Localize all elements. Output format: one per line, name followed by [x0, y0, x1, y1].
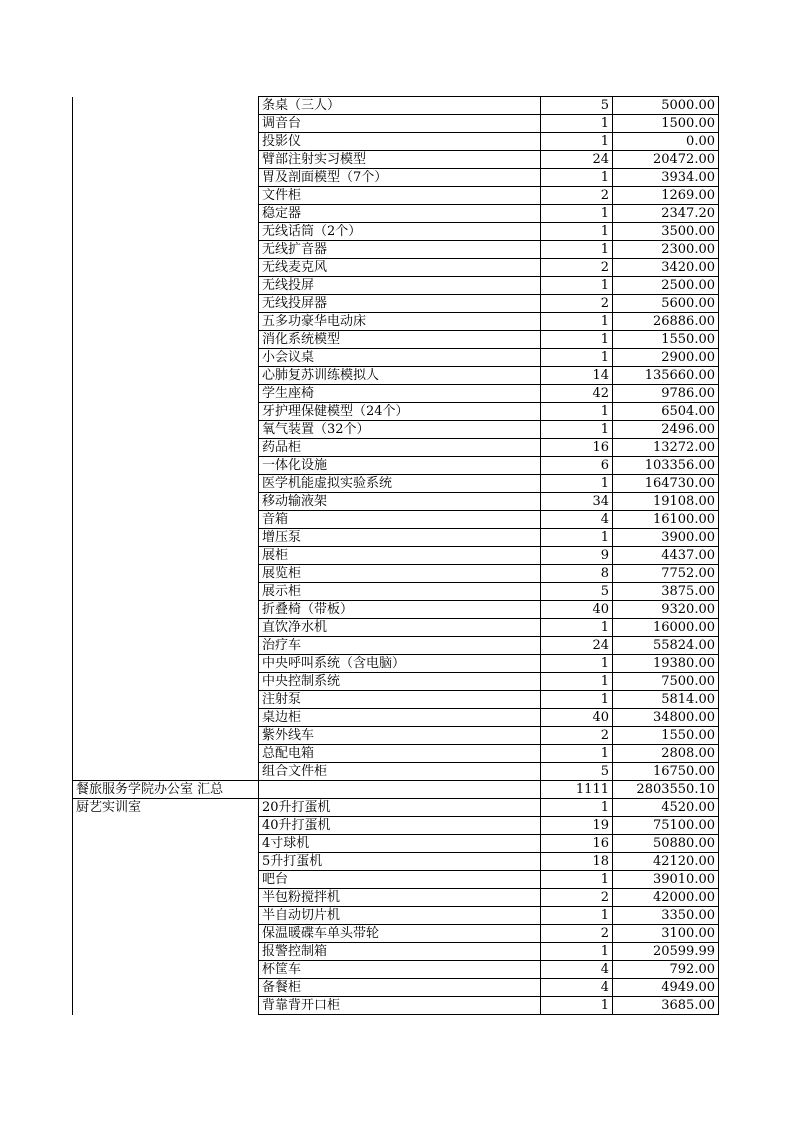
department-cell — [73, 241, 259, 259]
table-row — [73, 817, 719, 835]
quantity-cell: 2 — [541, 295, 613, 313]
table-row — [73, 403, 719, 421]
item-name-cell: 消化系统模型 — [259, 331, 541, 349]
amount-cell: 164730.00 — [613, 475, 719, 493]
item-name-cell: 4寸球机 — [259, 835, 541, 853]
department-cell — [73, 835, 259, 853]
amount-cell: 5600.00 — [613, 295, 719, 313]
quantity-cell: 4 — [541, 961, 613, 979]
item-name-cell: 药品柜 — [259, 439, 541, 457]
quantity-cell: 14 — [541, 367, 613, 385]
quantity-cell: 40 — [541, 601, 613, 619]
quantity-cell: 1 — [541, 421, 613, 439]
amount-cell: 3100.00 — [613, 925, 719, 943]
department-cell — [73, 223, 259, 241]
item-name-cell: 无线投屏 — [259, 277, 541, 295]
amount-cell: 3350.00 — [613, 907, 719, 925]
item-name-cell: 展示柜 — [259, 583, 541, 601]
table-row — [73, 385, 719, 403]
department-cell — [73, 907, 259, 925]
table-row — [73, 115, 719, 133]
department-cell — [73, 727, 259, 745]
department-cell — [73, 745, 259, 763]
table-row — [73, 781, 719, 799]
department-cell: 厨艺实训室 — [73, 799, 259, 817]
table-row — [73, 367, 719, 385]
item-name-cell: 总配电箱 — [259, 745, 541, 763]
table-row — [73, 331, 719, 349]
item-name-cell: 注射泵 — [259, 691, 541, 709]
table-row — [73, 439, 719, 457]
item-name-cell: 杯筐车 — [259, 961, 541, 979]
item-name-cell: 文件柜 — [259, 187, 541, 205]
department-cell — [73, 493, 259, 511]
department-cell — [73, 691, 259, 709]
amount-cell: 135660.00 — [613, 367, 719, 385]
amount-cell: 2496.00 — [613, 421, 719, 439]
department-cell — [73, 115, 259, 133]
quantity-cell: 5 — [541, 97, 613, 115]
quantity-cell: 24 — [541, 151, 613, 169]
table-row — [73, 619, 719, 637]
item-name-cell: 无线话筒（2个） — [259, 223, 541, 241]
amount-cell: 50880.00 — [613, 835, 719, 853]
amount-cell: 1500.00 — [613, 115, 719, 133]
department-cell — [73, 205, 259, 223]
quantity-cell: 1 — [541, 529, 613, 547]
table-row — [73, 529, 719, 547]
item-name-cell: 牙护理保健模型（24个） — [259, 403, 541, 421]
quantity-cell: 2 — [541, 925, 613, 943]
amount-cell: 3500.00 — [613, 223, 719, 241]
item-name-cell: 紫外线车 — [259, 727, 541, 745]
amount-cell: 5000.00 — [613, 97, 719, 115]
table-row — [73, 169, 719, 187]
amount-cell: 2500.00 — [613, 277, 719, 295]
table-row — [73, 655, 719, 673]
amount-cell: 3934.00 — [613, 169, 719, 187]
department-cell — [73, 295, 259, 313]
quantity-cell: 16 — [541, 835, 613, 853]
amount-cell: 26886.00 — [613, 313, 719, 331]
item-name-cell: 学生座椅 — [259, 385, 541, 403]
department-cell — [73, 871, 259, 889]
quantity-cell: 4 — [541, 979, 613, 997]
quantity-cell: 1 — [541, 475, 613, 493]
table-row — [73, 349, 719, 367]
amount-cell: 3420.00 — [613, 259, 719, 277]
table-row — [73, 745, 719, 763]
department-cell — [73, 943, 259, 961]
quantity-cell: 1 — [541, 871, 613, 889]
table-row — [73, 259, 719, 277]
amount-cell: 103356.00 — [613, 457, 719, 475]
item-name-cell: 半自动切片机 — [259, 907, 541, 925]
amount-cell: 34800.00 — [613, 709, 719, 727]
department-cell — [73, 151, 259, 169]
item-name-cell: 无线扩音器 — [259, 241, 541, 259]
quantity-cell: 9 — [541, 547, 613, 565]
item-name-cell: 氧气装置（32个） — [259, 421, 541, 439]
amount-cell: 1550.00 — [613, 331, 719, 349]
amount-cell: 4437.00 — [613, 547, 719, 565]
amount-cell: 20599.99 — [613, 943, 719, 961]
item-name-cell: 备餐柜 — [259, 979, 541, 997]
quantity-cell: 6 — [541, 457, 613, 475]
quantity-cell: 1 — [541, 799, 613, 817]
item-name-cell: 投影仪 — [259, 133, 541, 151]
item-name-cell: 治疗车 — [259, 637, 541, 655]
quantity-cell: 2 — [541, 889, 613, 907]
table-row — [73, 925, 719, 943]
item-name-cell: 40升打蛋机 — [259, 817, 541, 835]
quantity-cell: 1 — [541, 331, 613, 349]
table-row — [73, 295, 719, 313]
table-row — [73, 871, 719, 889]
quantity-cell: 42 — [541, 385, 613, 403]
item-name-cell: 20升打蛋机 — [259, 799, 541, 817]
item-name-cell: 直饮净水机 — [259, 619, 541, 637]
item-name-cell: 臂部注射实习模型 — [259, 151, 541, 169]
table-row — [73, 133, 719, 151]
table-row — [73, 421, 719, 439]
table-row — [73, 547, 719, 565]
department-cell — [73, 511, 259, 529]
item-name-cell: 心肺复苏训练模拟人 — [259, 367, 541, 385]
asset-table-body — [73, 97, 719, 1015]
department-cell — [73, 637, 259, 655]
department-cell — [73, 349, 259, 367]
amount-cell: 7500.00 — [613, 673, 719, 691]
department-cell — [73, 313, 259, 331]
quantity-cell: 4 — [541, 511, 613, 529]
quantity-cell: 16 — [541, 439, 613, 457]
item-name-cell: 报警控制箱 — [259, 943, 541, 961]
quantity-cell: 34 — [541, 493, 613, 511]
amount-cell: 19108.00 — [613, 493, 719, 511]
item-name-cell: 吧台 — [259, 871, 541, 889]
item-name-cell: 稳定器 — [259, 205, 541, 223]
quantity-cell: 1 — [541, 673, 613, 691]
amount-cell: 1269.00 — [613, 187, 719, 205]
quantity-cell: 2 — [541, 727, 613, 745]
table-row — [73, 277, 719, 295]
quantity-cell: 1 — [541, 277, 613, 295]
department-cell — [73, 277, 259, 295]
quantity-cell: 1 — [541, 655, 613, 673]
quantity-cell: 1 — [541, 313, 613, 331]
quantity-cell: 1 — [541, 619, 613, 637]
amount-cell: 3875.00 — [613, 583, 719, 601]
department-cell — [73, 475, 259, 493]
department-cell — [73, 367, 259, 385]
amount-cell: 20472.00 — [613, 151, 719, 169]
item-name-cell: 5升打蛋机 — [259, 853, 541, 871]
department-cell — [73, 259, 259, 277]
item-name-cell: 移动输液架 — [259, 493, 541, 511]
table-row — [73, 223, 719, 241]
amount-cell: 2803550.10 — [613, 781, 719, 799]
department-cell — [73, 97, 259, 115]
table-row — [73, 241, 719, 259]
table-row — [73, 961, 719, 979]
table-row — [73, 151, 719, 169]
quantity-cell: 8 — [541, 565, 613, 583]
quantity-cell: 1 — [541, 115, 613, 133]
table-row — [73, 799, 719, 817]
item-name-cell: 音箱 — [259, 511, 541, 529]
item-name-cell: 无线投屏器 — [259, 295, 541, 313]
amount-cell: 4520.00 — [613, 799, 719, 817]
amount-cell: 1550.00 — [613, 727, 719, 745]
quantity-cell: 5 — [541, 763, 613, 781]
department-cell — [73, 673, 259, 691]
amount-cell: 7752.00 — [613, 565, 719, 583]
amount-cell: 55824.00 — [613, 637, 719, 655]
department-cell — [73, 889, 259, 907]
item-name-cell: 中央控制系统 — [259, 673, 541, 691]
amount-cell: 16100.00 — [613, 511, 719, 529]
department-cell — [73, 961, 259, 979]
table-row — [73, 907, 719, 925]
table-row — [73, 583, 719, 601]
item-name-cell: 无线麦克风 — [259, 259, 541, 277]
quantity-cell: 1111 — [541, 781, 613, 799]
item-name-cell: 一体化设施 — [259, 457, 541, 475]
item-name-cell: 医学机能虚拟实验系统 — [259, 475, 541, 493]
department-cell — [73, 583, 259, 601]
quantity-cell: 5 — [541, 583, 613, 601]
quantity-cell: 2 — [541, 187, 613, 205]
table-row — [73, 601, 719, 619]
department-cell — [73, 619, 259, 637]
item-name-cell — [259, 781, 541, 799]
table-row — [73, 709, 719, 727]
item-name-cell: 保温暖碟车单头带轮 — [259, 925, 541, 943]
table-row — [73, 565, 719, 583]
department-cell — [73, 169, 259, 187]
item-name-cell: 展览柜 — [259, 565, 541, 583]
item-name-cell: 调音台 — [259, 115, 541, 133]
quantity-cell: 1 — [541, 349, 613, 367]
amount-cell: 2900.00 — [613, 349, 719, 367]
item-name-cell: 条桌（三人） — [259, 97, 541, 115]
item-name-cell: 胃及剖面模型（7个） — [259, 169, 541, 187]
quantity-cell: 1 — [541, 133, 613, 151]
quantity-cell: 18 — [541, 853, 613, 871]
item-name-cell: 中央呼叫系统（含电脑） — [259, 655, 541, 673]
department-cell: 餐旅服务学院办公室 汇总 — [73, 781, 259, 799]
department-cell — [73, 601, 259, 619]
quantity-cell: 1 — [541, 205, 613, 223]
department-cell — [73, 763, 259, 781]
quantity-cell: 2 — [541, 259, 613, 277]
department-cell — [73, 385, 259, 403]
quantity-cell: 1 — [541, 241, 613, 259]
item-name-cell: 增压泵 — [259, 529, 541, 547]
amount-cell: 39010.00 — [613, 871, 719, 889]
item-name-cell: 展柜 — [259, 547, 541, 565]
amount-cell: 75100.00 — [613, 817, 719, 835]
table-row — [73, 763, 719, 781]
table-row — [73, 187, 719, 205]
table-row — [73, 997, 719, 1015]
item-name-cell: 半包粉搅拌机 — [259, 889, 541, 907]
table-row — [73, 637, 719, 655]
department-cell — [73, 403, 259, 421]
department-cell — [73, 547, 259, 565]
amount-cell: 42000.00 — [613, 889, 719, 907]
amount-cell: 4949.00 — [613, 979, 719, 997]
amount-cell: 2347.20 — [613, 205, 719, 223]
department-cell — [73, 925, 259, 943]
amount-cell: 5814.00 — [613, 691, 719, 709]
table-row — [73, 205, 719, 223]
amount-cell: 42120.00 — [613, 853, 719, 871]
amount-cell: 13272.00 — [613, 439, 719, 457]
department-cell — [73, 457, 259, 475]
quantity-cell: 1 — [541, 745, 613, 763]
asset-table — [72, 96, 719, 1015]
quantity-cell: 1 — [541, 997, 613, 1015]
table-row — [73, 97, 719, 115]
department-cell — [73, 817, 259, 835]
table-row — [73, 493, 719, 511]
amount-cell: 2300.00 — [613, 241, 719, 259]
item-name-cell: 折叠椅（带板） — [259, 601, 541, 619]
item-name-cell: 桌边柜 — [259, 709, 541, 727]
table-row — [73, 943, 719, 961]
amount-cell: 19380.00 — [613, 655, 719, 673]
quantity-cell: 1 — [541, 691, 613, 709]
amount-cell: 16750.00 — [613, 763, 719, 781]
quantity-cell: 19 — [541, 817, 613, 835]
quantity-cell: 40 — [541, 709, 613, 727]
amount-cell: 3900.00 — [613, 529, 719, 547]
table-row — [73, 313, 719, 331]
department-cell — [73, 133, 259, 151]
amount-cell: 9786.00 — [613, 385, 719, 403]
item-name-cell: 背靠背开口柜 — [259, 997, 541, 1015]
department-cell — [73, 439, 259, 457]
department-cell — [73, 529, 259, 547]
department-cell — [73, 997, 259, 1015]
table-row — [73, 475, 719, 493]
table-row — [73, 979, 719, 997]
amount-cell: 3685.00 — [613, 997, 719, 1015]
table-row — [73, 853, 719, 871]
table-row — [73, 691, 719, 709]
amount-cell: 0.00 — [613, 133, 719, 151]
item-name-cell: 五多功豪华电动床 — [259, 313, 541, 331]
department-cell — [73, 421, 259, 439]
item-name-cell: 组合文件柜 — [259, 763, 541, 781]
item-name-cell: 小会议桌 — [259, 349, 541, 367]
table-row — [73, 727, 719, 745]
quantity-cell: 1 — [541, 223, 613, 241]
department-cell — [73, 331, 259, 349]
quantity-cell: 1 — [541, 169, 613, 187]
amount-cell: 2808.00 — [613, 745, 719, 763]
quantity-cell: 24 — [541, 637, 613, 655]
amount-cell: 6504.00 — [613, 403, 719, 421]
department-cell — [73, 565, 259, 583]
quantity-cell: 1 — [541, 403, 613, 421]
table-row — [73, 511, 719, 529]
quantity-cell: 1 — [541, 907, 613, 925]
department-cell — [73, 655, 259, 673]
amount-cell: 16000.00 — [613, 619, 719, 637]
amount-cell: 9320.00 — [613, 601, 719, 619]
quantity-cell: 1 — [541, 943, 613, 961]
department-cell — [73, 709, 259, 727]
department-cell — [73, 853, 259, 871]
amount-cell: 792.00 — [613, 961, 719, 979]
table-row — [73, 889, 719, 907]
table-row — [73, 835, 719, 853]
table-row — [73, 457, 719, 475]
table-row — [73, 673, 719, 691]
department-cell — [73, 979, 259, 997]
department-cell — [73, 187, 259, 205]
